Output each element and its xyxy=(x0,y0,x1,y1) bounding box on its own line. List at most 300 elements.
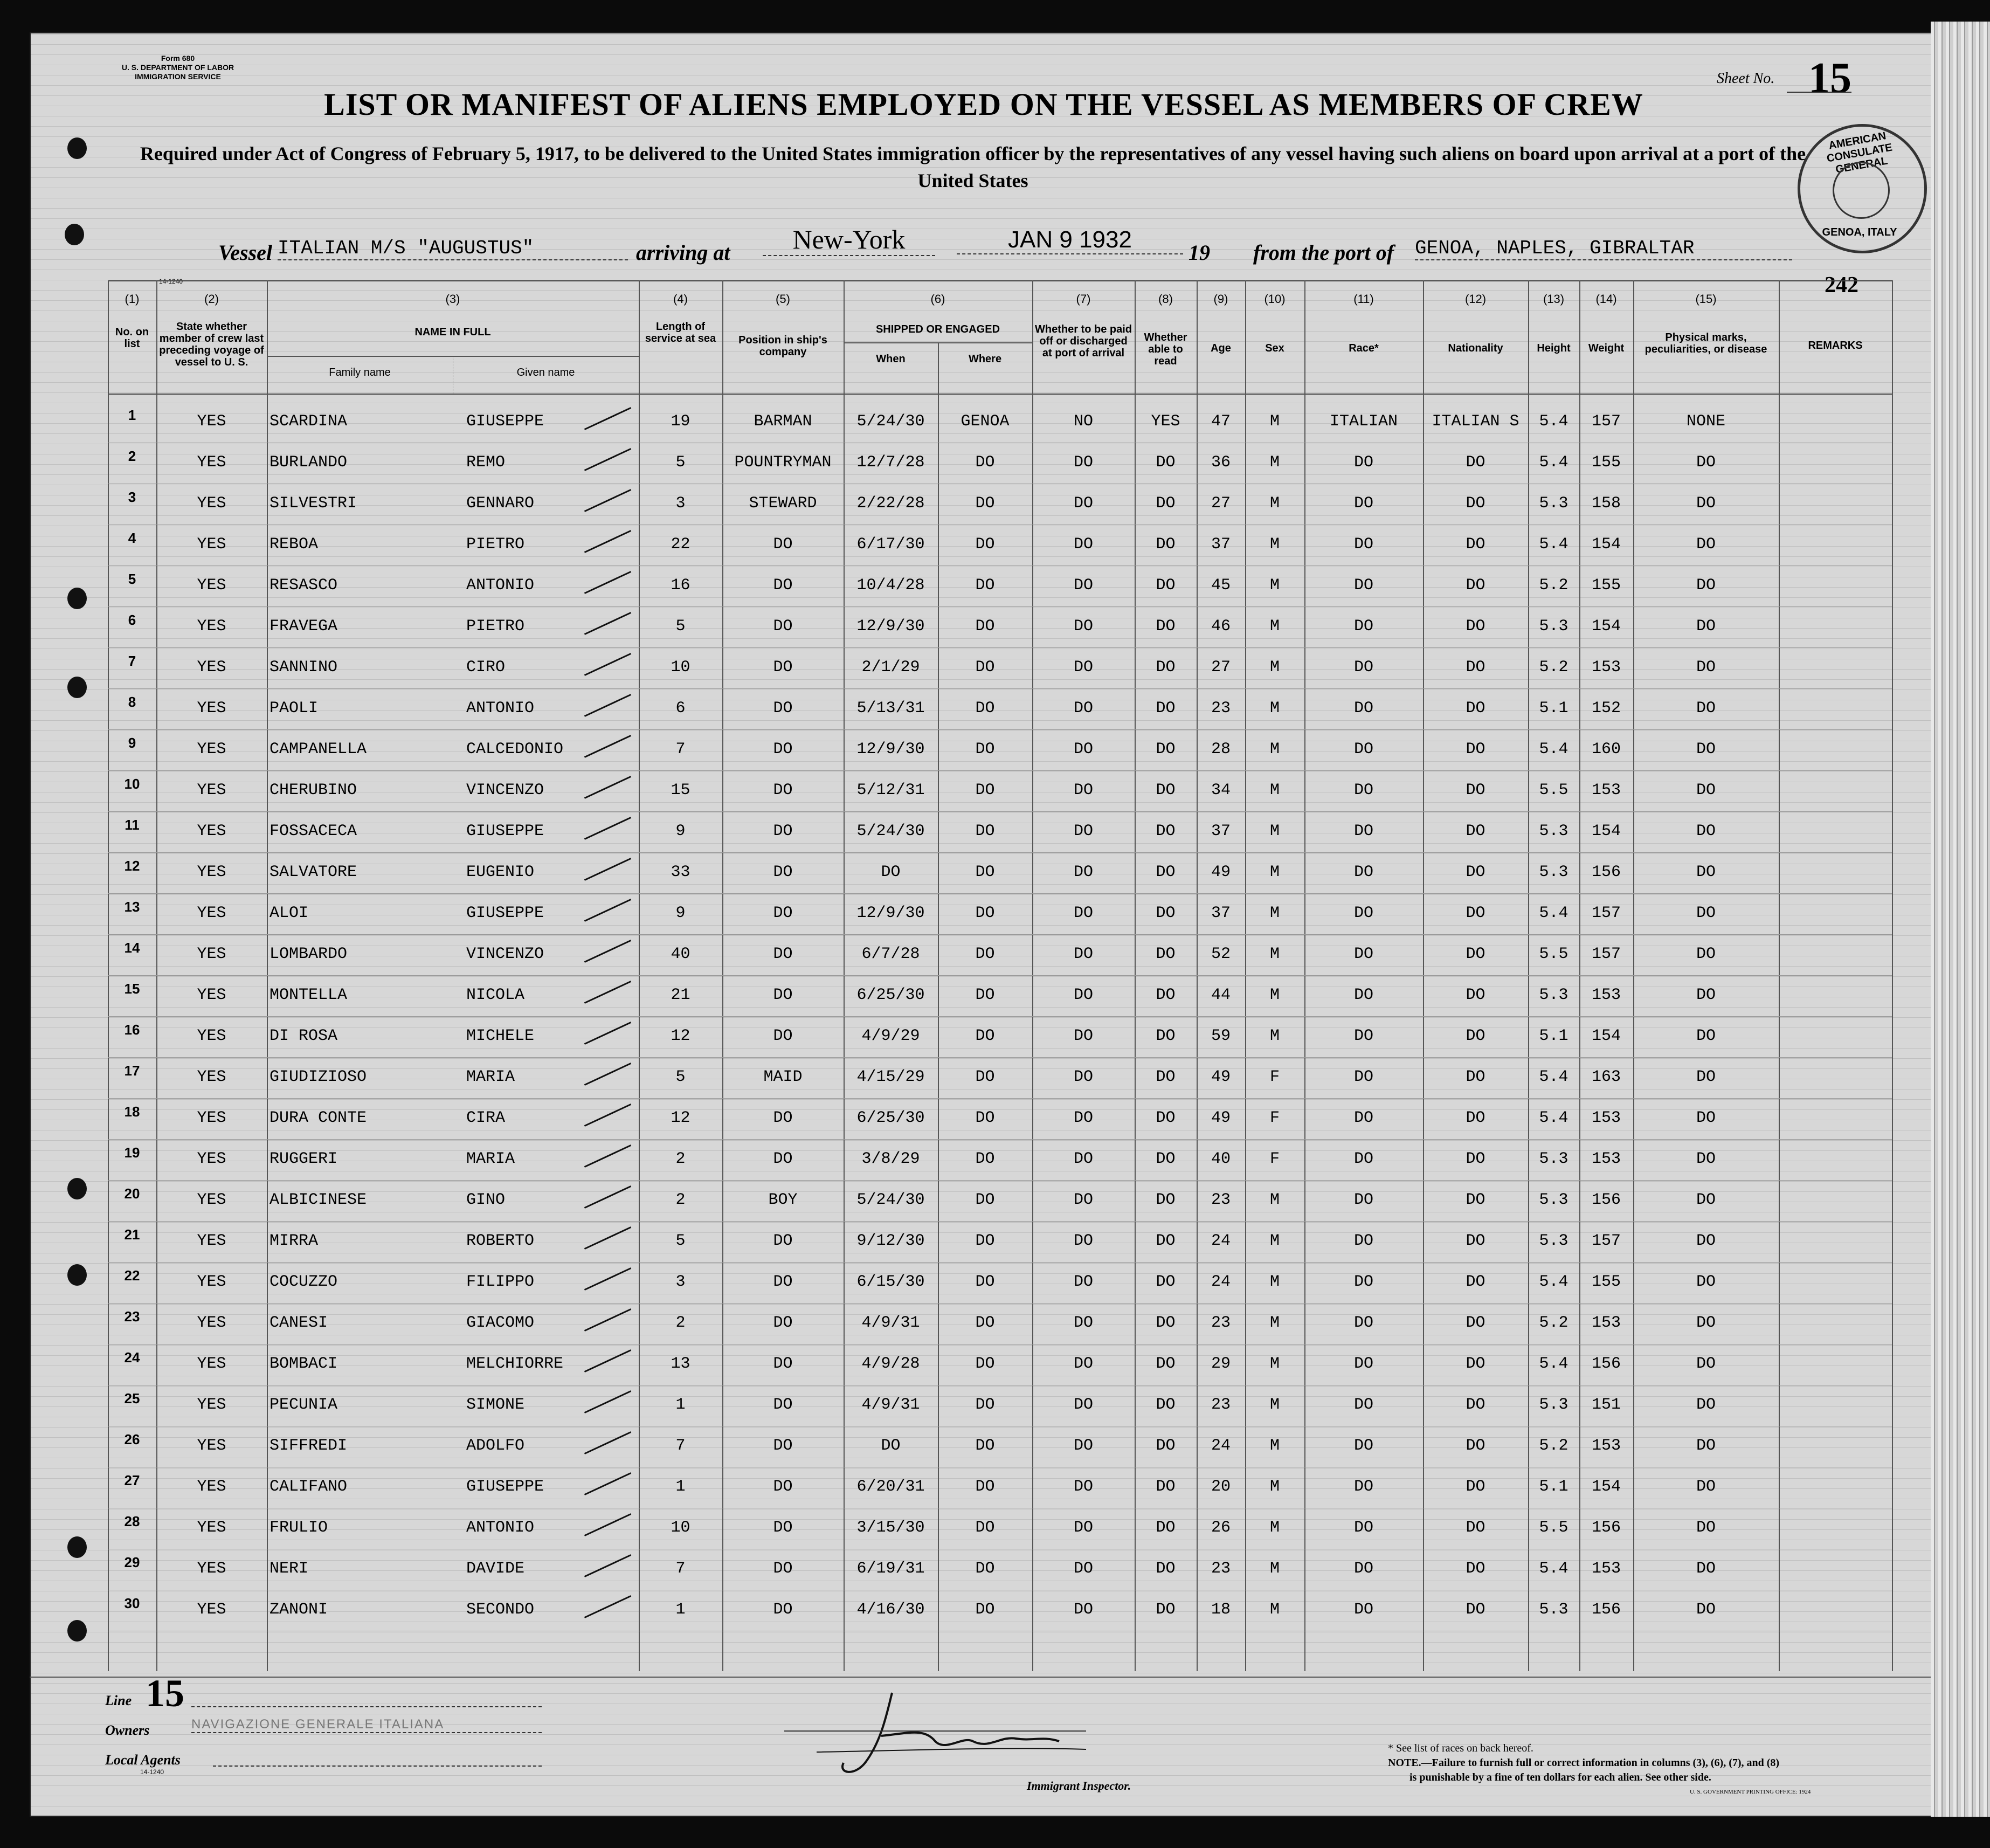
cell-weight: 154 xyxy=(1591,535,1621,554)
cell-read: DO xyxy=(1156,1273,1176,1291)
cell-height: 5.3 xyxy=(1539,1396,1568,1414)
cell-read: DO xyxy=(1156,453,1176,472)
cell-sex: M xyxy=(1269,986,1280,1004)
cell-sex: M xyxy=(1269,1519,1280,1537)
row-number: 1 xyxy=(128,407,136,423)
cell-where: DO xyxy=(975,863,995,881)
row-number: 2 xyxy=(128,448,136,464)
col-header-given-name: Given name xyxy=(516,367,575,378)
cell-nationality: DO xyxy=(1466,1396,1485,1414)
row-number: 25 xyxy=(124,1390,140,1406)
cell-family: RUGGERI xyxy=(270,1150,338,1168)
cell-age: 46 xyxy=(1211,617,1231,636)
cell-position: DO xyxy=(773,535,793,554)
cell-age: 45 xyxy=(1211,576,1231,595)
cell-read: DO xyxy=(1156,740,1176,758)
cell-given: GIACOMO xyxy=(466,1314,535,1332)
cell-read: YES xyxy=(1151,412,1180,431)
cell-family: CANESI xyxy=(270,1314,328,1332)
stamp-text-top: AMERICAN CONSULATE GENERAL xyxy=(1826,130,1894,176)
row-rule xyxy=(108,811,1892,812)
cell-height: 5.5 xyxy=(1539,1519,1568,1537)
cell-when: 6/15/30 xyxy=(856,1273,925,1291)
cell-family: NERI xyxy=(270,1560,309,1578)
footnote-penalty: NOTE.—Failure to furnish full or correct information in columns (3), (6), (7), and (8) xyxy=(1388,1757,1780,1769)
cell-prev: YES xyxy=(197,1478,226,1496)
cell-height: 5.4 xyxy=(1539,535,1568,554)
cell-where: DO xyxy=(975,1396,995,1414)
shipped-subheader-rule xyxy=(844,342,1032,343)
col-header-nationality: Nationality xyxy=(1448,342,1503,354)
stamp-text-bottom: GENOA, ITALY xyxy=(1822,226,1897,238)
column-rule xyxy=(1779,280,1780,1671)
cell-service: 33 xyxy=(671,863,690,881)
cell-given: CIRA xyxy=(466,1109,506,1127)
cell-height: 5.4 xyxy=(1539,1560,1568,1578)
col-7-number: (7) xyxy=(1076,292,1091,306)
cell-race: ITALIAN xyxy=(1329,412,1398,431)
cell-age: 23 xyxy=(1211,1396,1231,1414)
line-underline xyxy=(191,1706,542,1707)
cell-nationality: DO xyxy=(1466,1273,1485,1291)
col-header-service: Length of service at sea xyxy=(645,321,716,344)
cell-when: 2/22/28 xyxy=(856,494,925,513)
cell-read: DO xyxy=(1156,699,1176,718)
cell-race: DO xyxy=(1353,1068,1373,1086)
department: U. S. DEPARTMENT OF LABOR xyxy=(121,63,234,72)
cell-read: DO xyxy=(1156,1355,1176,1373)
cell-position: BARMAN xyxy=(754,412,812,431)
cell-prev: YES xyxy=(197,1601,226,1619)
cell-age: 23 xyxy=(1211,1191,1231,1209)
cell-prev: YES xyxy=(197,658,226,677)
cell-read: DO xyxy=(1156,576,1176,595)
cell-weight: 155 xyxy=(1591,1273,1621,1291)
cell-sex: M xyxy=(1269,1027,1280,1045)
cell-sex: M xyxy=(1269,1232,1280,1250)
row-rule xyxy=(108,1016,1892,1017)
cell-age: 40 xyxy=(1211,1150,1231,1168)
col-header-race: Race* xyxy=(1349,342,1379,354)
cell-race: DO xyxy=(1353,617,1373,636)
cell-family: CHERUBINO xyxy=(270,781,357,799)
cell-race: DO xyxy=(1353,1191,1373,1209)
cell-height: 5.5 xyxy=(1539,781,1568,799)
cell-nationality: DO xyxy=(1466,740,1485,758)
cell-paid: DO xyxy=(1073,904,1093,922)
cell-where: DO xyxy=(975,658,995,677)
col-header-remarks: REMARKS xyxy=(1808,340,1863,351)
cell-prev: YES xyxy=(197,1396,226,1414)
cell-age: 24 xyxy=(1211,1273,1231,1291)
cell-where: DO xyxy=(975,494,995,513)
cell-family: LOMBARDO xyxy=(270,945,348,963)
row-number: 10 xyxy=(124,776,140,792)
cell-prev: YES xyxy=(197,1191,226,1209)
cell-race: DO xyxy=(1353,822,1373,840)
cell-position: DO xyxy=(773,863,793,881)
cell-age: 27 xyxy=(1211,658,1231,677)
column-rule xyxy=(639,280,640,1671)
cell-family: RESASCO xyxy=(270,576,338,595)
arrival-date: JAN 9 1932 xyxy=(957,226,1183,254)
cell-when: 4/9/28 xyxy=(861,1355,920,1373)
cell-marks: DO xyxy=(1696,576,1716,595)
cell-read: DO xyxy=(1156,1478,1176,1496)
cell-weight: 153 xyxy=(1591,1314,1621,1332)
cell-paid: DO xyxy=(1073,1273,1093,1291)
col-header-age: Age xyxy=(1211,342,1231,354)
cell-weight: 151 xyxy=(1591,1396,1621,1414)
cell-when: 6/25/30 xyxy=(856,1109,925,1127)
cell-age: 23 xyxy=(1211,699,1231,718)
cell-marks: DO xyxy=(1696,494,1716,513)
cell-when: 4/9/31 xyxy=(861,1314,920,1332)
cell-when: 5/13/31 xyxy=(856,699,925,718)
cell-position: DO xyxy=(773,1314,793,1332)
cell-position: DO xyxy=(773,1560,793,1578)
cell-race: DO xyxy=(1353,494,1373,513)
cell-position: DO xyxy=(773,945,793,963)
cell-when: 5/24/30 xyxy=(856,412,925,431)
cell-service: 10 xyxy=(671,1519,690,1537)
cell-race: DO xyxy=(1353,740,1373,758)
cell-marks: DO xyxy=(1696,453,1716,472)
cell-when: 12/9/30 xyxy=(856,617,925,636)
cell-position: DO xyxy=(773,1273,793,1291)
cell-paid: DO xyxy=(1073,1109,1093,1127)
cell-nationality: DO xyxy=(1466,658,1485,677)
cell-paid: DO xyxy=(1073,1601,1093,1619)
cell-age: 23 xyxy=(1211,1560,1231,1578)
cell-age: 28 xyxy=(1211,740,1231,758)
cell-family: SILVESTRI xyxy=(270,494,357,513)
cell-race: DO xyxy=(1353,1314,1373,1332)
cell-age: 24 xyxy=(1211,1437,1231,1455)
cell-service: 5 xyxy=(675,617,686,636)
cell-sex: F xyxy=(1269,1109,1280,1127)
cell-given: CALCEDONIO xyxy=(466,740,564,758)
cell-weight: 153 xyxy=(1591,1560,1621,1578)
cell-race: DO xyxy=(1353,863,1373,881)
col-header-no: No. on list xyxy=(115,326,149,350)
arriving-label: arriving at xyxy=(636,240,730,265)
cell-where: DO xyxy=(975,1437,995,1455)
cell-weight: 156 xyxy=(1591,1601,1621,1619)
cell-service: 21 xyxy=(671,986,690,1004)
cell-marks: DO xyxy=(1696,781,1716,799)
col-header-family-name: Family name xyxy=(329,367,391,378)
cell-family: CAMPANELLA xyxy=(270,740,367,758)
owners-value: NAVIGAZIONE GENERALE ITALIANA xyxy=(191,1717,542,1733)
cell-weight: 152 xyxy=(1591,699,1621,718)
cell-age: 47 xyxy=(1211,412,1231,431)
cell-height: 5.4 xyxy=(1539,412,1568,431)
cell-paid: DO xyxy=(1073,658,1093,677)
cell-race: DO xyxy=(1353,1109,1373,1127)
cell-position: DO xyxy=(773,1355,793,1373)
row-number: 13 xyxy=(124,899,140,915)
footnote xyxy=(1388,1741,1811,1799)
cell-marks: DO xyxy=(1696,1109,1716,1127)
cell-race: DO xyxy=(1353,1355,1373,1373)
cell-sex: F xyxy=(1269,1150,1280,1168)
column-rule xyxy=(1245,280,1246,1671)
column-rule xyxy=(1423,280,1424,1671)
cell-marks: DO xyxy=(1696,1519,1716,1537)
cell-paid: DO xyxy=(1073,1314,1093,1332)
cell-race: DO xyxy=(1353,535,1373,554)
cell-where: DO xyxy=(975,740,995,758)
cell-paid: DO xyxy=(1073,863,1093,881)
cell-service: 12 xyxy=(671,1027,690,1045)
cell-service: 2 xyxy=(675,1314,686,1332)
cell-when: 12/7/28 xyxy=(856,453,925,472)
cell-service: 9 xyxy=(675,904,686,922)
cell-service: 19 xyxy=(671,412,690,431)
local-agents-underline xyxy=(213,1766,542,1767)
cell-nationality: ITALIAN S xyxy=(1432,412,1519,431)
row-rule xyxy=(108,729,1892,730)
cell-where: DO xyxy=(975,945,995,963)
cell-marks: NONE xyxy=(1686,412,1725,431)
cell-service: 15 xyxy=(671,781,690,799)
column-rule xyxy=(1032,280,1033,1671)
cell-prev: YES xyxy=(197,1314,226,1332)
cell-weight: 153 xyxy=(1591,1437,1621,1455)
cell-service: 7 xyxy=(675,1560,686,1578)
cell-position: DO xyxy=(773,576,793,595)
cell-service: 9 xyxy=(675,822,686,840)
cell-marks: DO xyxy=(1696,1068,1716,1086)
cell-age: 27 xyxy=(1211,494,1231,513)
vessel-label: Vessel xyxy=(218,240,272,265)
cell-when: 3/15/30 xyxy=(856,1519,925,1537)
cell-position: DO xyxy=(773,1150,793,1168)
cell-given: ANTONIO xyxy=(466,1519,535,1537)
agents-code: 14-1240 xyxy=(140,1768,164,1776)
cell-height: 5.3 xyxy=(1539,1601,1568,1619)
punch-hole xyxy=(67,1536,87,1558)
cell-read: DO xyxy=(1156,863,1176,881)
cell-position: POUNTRYMAN xyxy=(734,453,832,472)
cell-given: VINCENZO xyxy=(466,781,544,799)
cell-read: DO xyxy=(1156,658,1176,677)
cell-weight: 154 xyxy=(1591,1027,1621,1045)
cell-read: DO xyxy=(1156,1027,1176,1045)
cell-prev: YES xyxy=(197,453,226,472)
column-rule xyxy=(1579,280,1580,1671)
cell-family: CALIFANO xyxy=(270,1478,348,1496)
cell-family: FRULIO xyxy=(270,1519,328,1537)
cell-where: DO xyxy=(975,904,995,922)
cell-prev: YES xyxy=(197,822,226,840)
cell-when: 9/12/30 xyxy=(856,1232,925,1250)
cell-age: 18 xyxy=(1211,1601,1231,1619)
cell-position: DO xyxy=(773,617,793,636)
row-number: 14 xyxy=(124,940,140,956)
cell-read: DO xyxy=(1156,1314,1176,1332)
cell-marks: DO xyxy=(1696,986,1716,1004)
cell-race: DO xyxy=(1353,1560,1373,1578)
cell-read: DO xyxy=(1156,535,1176,554)
cell-read: DO xyxy=(1156,1068,1176,1086)
cell-service: 1 xyxy=(675,1396,686,1414)
cell-prev: YES xyxy=(197,699,226,718)
cell-marks: DO xyxy=(1696,1478,1716,1496)
cell-weight: 163 xyxy=(1591,1068,1621,1086)
cell-where: DO xyxy=(975,617,995,636)
cell-where: DO xyxy=(975,1109,995,1127)
cell-race: DO xyxy=(1353,1273,1373,1291)
row-number: 23 xyxy=(124,1308,140,1325)
row-number: 5 xyxy=(128,571,136,587)
cell-marks: DO xyxy=(1696,863,1716,881)
row-rule xyxy=(108,688,1892,689)
cell-race: DO xyxy=(1353,576,1373,595)
row-number: 15 xyxy=(124,981,140,997)
punch-hole xyxy=(67,137,87,159)
inspector-label: Immigrant Inspector. xyxy=(1027,1779,1131,1792)
cell-marks: DO xyxy=(1696,904,1716,922)
cell-paid: DO xyxy=(1073,699,1093,718)
cell-service: 7 xyxy=(675,1437,686,1455)
cell-prev: YES xyxy=(197,1519,226,1537)
cell-paid: DO xyxy=(1073,1437,1093,1455)
cell-read: DO xyxy=(1156,1519,1176,1537)
cell-position: DO xyxy=(773,1478,793,1496)
cell-age: 49 xyxy=(1211,863,1231,881)
cell-sex: M xyxy=(1269,617,1280,636)
cell-given: GENNARO xyxy=(466,494,535,513)
owners-label: Owners xyxy=(105,1722,150,1738)
cell-read: DO xyxy=(1156,781,1176,799)
footer-rule xyxy=(30,1677,1938,1678)
cell-where: DO xyxy=(975,1478,995,1496)
cell-given: MELCHIORRE xyxy=(466,1355,564,1373)
col-12-number: (12) xyxy=(1464,292,1487,306)
cell-race: DO xyxy=(1353,1396,1373,1414)
sheet-number-label: Sheet No. xyxy=(1717,70,1775,87)
cell-position: MAID xyxy=(763,1068,803,1086)
cell-where: DO xyxy=(975,1027,995,1045)
cell-race: DO xyxy=(1353,781,1373,799)
cell-position: DO xyxy=(773,1027,793,1045)
cell-height: 5.1 xyxy=(1539,1478,1568,1496)
cell-when: 5/24/30 xyxy=(856,822,925,840)
row-number: 28 xyxy=(124,1513,140,1529)
cell-age: 34 xyxy=(1211,781,1231,799)
cell-height: 5.2 xyxy=(1539,1314,1568,1332)
col-3-number: (3) xyxy=(445,292,460,306)
cell-race: DO xyxy=(1353,1150,1373,1168)
cell-read: DO xyxy=(1156,1191,1176,1209)
col-header-able-to-read: Whether able to read xyxy=(1144,332,1187,367)
cell-marks: DO xyxy=(1696,535,1716,554)
cell-nationality: DO xyxy=(1466,986,1485,1004)
cell-sex: M xyxy=(1269,1478,1280,1496)
cell-given: ANTONIO xyxy=(466,576,535,595)
cell-sex: M xyxy=(1269,740,1280,758)
header-bottom-rule xyxy=(108,394,1892,395)
cell-service: 2 xyxy=(675,1150,686,1168)
cell-nationality: DO xyxy=(1466,617,1485,636)
row-rule xyxy=(108,934,1892,935)
cell-paid: DO xyxy=(1073,1150,1093,1168)
cell-where: DO xyxy=(975,1273,995,1291)
cell-where: DO xyxy=(975,1314,995,1332)
cell-family: SIFFREDI xyxy=(270,1437,348,1455)
cell-marks: DO xyxy=(1696,1273,1716,1291)
cell-paid: DO xyxy=(1073,945,1093,963)
column-rule xyxy=(844,280,845,1671)
cell-given: CIRO xyxy=(466,658,506,677)
cell-race: DO xyxy=(1353,658,1373,677)
cell-family: BOMBACI xyxy=(270,1355,338,1373)
cell-sex: M xyxy=(1269,535,1280,554)
cell-paid: DO xyxy=(1073,1191,1093,1209)
cell-position: DO xyxy=(773,1109,793,1127)
row-rule xyxy=(108,606,1892,607)
cell-age: 52 xyxy=(1211,945,1231,963)
column-rule xyxy=(1304,280,1305,1671)
cell-position: DO xyxy=(773,740,793,758)
col-8-number: (8) xyxy=(1158,292,1173,306)
col-11-number: (11) xyxy=(1353,292,1374,306)
cell-when: 4/16/30 xyxy=(856,1601,925,1619)
cell-given: FILIPPO xyxy=(466,1273,535,1291)
year-label: 19 xyxy=(1189,240,1210,265)
punch-hole xyxy=(67,1178,87,1199)
cell-weight: 157 xyxy=(1591,1232,1621,1250)
cell-service: 1 xyxy=(675,1478,686,1496)
cell-nationality: DO xyxy=(1466,781,1485,799)
cell-sex: M xyxy=(1269,576,1280,595)
row-number: 12 xyxy=(124,858,140,874)
col-1-number: (1) xyxy=(125,292,140,306)
cell-service: 5 xyxy=(675,453,686,472)
cell-height: 5.4 xyxy=(1539,1068,1568,1086)
cell-marks: DO xyxy=(1696,740,1716,758)
cell-paid: DO xyxy=(1073,1478,1093,1496)
cell-nationality: DO xyxy=(1466,494,1485,513)
cell-nationality: DO xyxy=(1466,576,1485,595)
cell-position: DO xyxy=(773,781,793,799)
cell-position: DO xyxy=(773,1437,793,1455)
cell-given: PIETRO xyxy=(466,617,525,636)
cell-prev: YES xyxy=(197,412,226,431)
cell-marks: DO xyxy=(1696,1396,1716,1414)
cell-position: DO xyxy=(773,1519,793,1537)
cell-position: DO xyxy=(773,904,793,922)
cell-race: DO xyxy=(1353,453,1373,472)
col-9-number: (9) xyxy=(1213,292,1228,306)
cell-height: 5.2 xyxy=(1539,658,1568,677)
cell-read: DO xyxy=(1156,1150,1176,1168)
row-number: 6 xyxy=(128,612,136,628)
cell-where: DO xyxy=(975,453,995,472)
cell-age: 37 xyxy=(1211,822,1231,840)
col-header-physical-marks: Physical marks, peculiarities, or disease xyxy=(1644,332,1767,355)
cell-marks: DO xyxy=(1696,1191,1716,1209)
col-2-number: (2) xyxy=(204,292,219,306)
cell-sex: M xyxy=(1269,1396,1280,1414)
cell-when: 3/8/29 xyxy=(861,1150,920,1168)
cell-position: DO xyxy=(773,1232,793,1250)
cell-family: DI ROSA xyxy=(270,1027,338,1045)
cell-paid: DO xyxy=(1073,1068,1093,1086)
cell-sex: M xyxy=(1269,904,1280,922)
